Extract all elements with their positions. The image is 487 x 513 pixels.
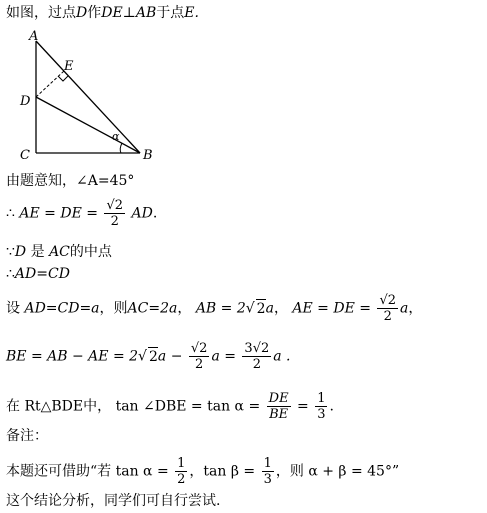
math: = bbox=[86, 205, 98, 222]
label-b: B bbox=[143, 148, 153, 163]
math: D bbox=[14, 244, 27, 260]
ae-de-line bbox=[6, 198, 157, 229]
text: 于点 bbox=[156, 5, 185, 21]
given-angle-line bbox=[6, 172, 134, 190]
math: AB = 2 bbox=[195, 300, 246, 317]
text: 是 bbox=[30, 244, 45, 260]
text: 作 bbox=[87, 5, 102, 21]
math: AC bbox=[49, 244, 70, 260]
segment-db bbox=[36, 97, 140, 153]
math: AD bbox=[131, 205, 153, 222]
denominator: BE bbox=[269, 407, 289, 422]
math: AD=CD bbox=[14, 266, 70, 282]
numerator: 1 bbox=[177, 456, 186, 471]
numerator: 1 bbox=[317, 391, 326, 406]
note-heading bbox=[6, 427, 48, 445]
text: ，则 bbox=[99, 300, 128, 317]
math: AD=CD=a bbox=[24, 300, 100, 317]
tan-line bbox=[6, 391, 334, 422]
math: a . bbox=[273, 348, 291, 365]
therefore-symbol: ∴ bbox=[6, 266, 15, 282]
text: 设 bbox=[6, 300, 20, 317]
math: Rt△BDE bbox=[24, 398, 84, 415]
math: . bbox=[329, 398, 334, 415]
label-d: D bbox=[20, 94, 31, 109]
be-line bbox=[6, 341, 291, 372]
text: ，tan β = bbox=[189, 463, 256, 480]
point-d: D bbox=[76, 5, 88, 21]
numerator: 3√2 bbox=[244, 341, 270, 356]
numerator: 1 bbox=[263, 456, 272, 471]
set-variables-line bbox=[6, 293, 422, 324]
segment-de-dashed bbox=[36, 71, 64, 97]
segment-ab bbox=[36, 41, 140, 153]
numerator: √2 bbox=[106, 198, 124, 213]
alpha-arc bbox=[120, 143, 122, 153]
text: 的中点 bbox=[69, 244, 112, 260]
math: . bbox=[152, 205, 158, 222]
math: = bbox=[44, 205, 56, 222]
text: 在 bbox=[6, 398, 20, 415]
denominator: 3 bbox=[317, 407, 326, 422]
label-e: E bbox=[64, 59, 74, 74]
text: ， bbox=[177, 300, 192, 317]
right-angle-mark bbox=[58, 76, 68, 81]
text: 中， bbox=[83, 398, 112, 415]
ad-cd-line bbox=[6, 265, 70, 283]
denominator: 3 bbox=[263, 472, 272, 487]
midpoint-line bbox=[6, 243, 112, 261]
text: 如图，过点 bbox=[6, 5, 76, 21]
math: a bbox=[265, 300, 274, 317]
text: 本题还可借助“若 tan α = bbox=[6, 463, 169, 480]
math: tan ∠DBE = tan α = bbox=[115, 398, 261, 415]
fraction bbox=[175, 456, 187, 487]
denominator: 2 bbox=[195, 357, 204, 372]
note-line bbox=[6, 456, 399, 487]
denominator: 2 bbox=[252, 357, 261, 372]
numerator: √2 bbox=[190, 341, 208, 356]
math: a = bbox=[211, 348, 236, 365]
radicand: 2 bbox=[148, 348, 158, 365]
fraction bbox=[262, 456, 274, 487]
text: ， bbox=[273, 300, 288, 317]
text: 由题意知，∠A=45° bbox=[6, 173, 135, 189]
because-symbol: ∵ bbox=[6, 244, 15, 260]
numerator: √2 bbox=[379, 293, 397, 308]
label-alpha: α bbox=[112, 130, 120, 143]
text: ， bbox=[408, 300, 423, 317]
fraction bbox=[242, 341, 271, 372]
radicand: 2 bbox=[256, 300, 266, 317]
math: AC=2a bbox=[127, 300, 178, 317]
fraction bbox=[315, 391, 327, 422]
fraction bbox=[267, 391, 291, 422]
fraction bbox=[377, 293, 398, 324]
math: AE = DE = bbox=[292, 300, 371, 317]
math: a − bbox=[157, 348, 183, 365]
math: = bbox=[297, 398, 309, 415]
closing-line bbox=[6, 492, 220, 510]
text: 备注： bbox=[6, 428, 48, 444]
fraction bbox=[189, 341, 210, 372]
math: a bbox=[400, 300, 409, 317]
sqrt-sign: √ bbox=[138, 348, 147, 365]
text: 这个结论分析，同学们可自行尝试. bbox=[6, 493, 221, 509]
perpendicular-statement: DE⊥AB bbox=[101, 5, 157, 21]
denominator: 2 bbox=[177, 472, 186, 487]
math: BE = AB − AE = 2 bbox=[6, 348, 139, 365]
intro-line bbox=[6, 4, 199, 22]
math: DE bbox=[60, 205, 82, 222]
denominator: 2 bbox=[110, 214, 119, 229]
geometry-figure bbox=[0, 28, 170, 170]
therefore-symbol: ∴ bbox=[6, 205, 15, 222]
math: AE bbox=[19, 205, 40, 222]
label-c: C bbox=[20, 148, 30, 163]
denominator: 2 bbox=[383, 309, 392, 324]
sqrt-sign: √ bbox=[245, 300, 255, 317]
text: ，则 α + β = 45°” bbox=[275, 463, 400, 480]
label-a: A bbox=[29, 29, 39, 44]
point-e: E. bbox=[184, 5, 199, 21]
numerator: DE bbox=[268, 391, 289, 406]
fraction bbox=[104, 198, 125, 229]
